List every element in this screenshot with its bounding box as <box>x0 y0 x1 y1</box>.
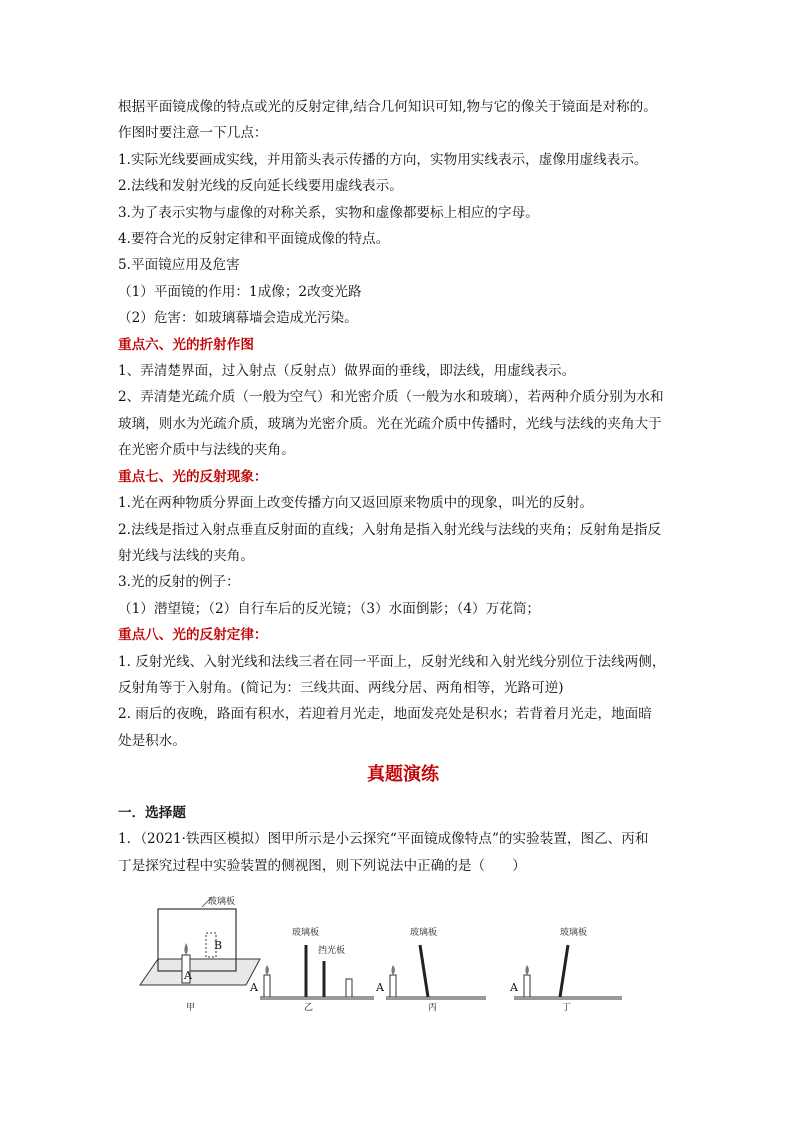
flame-icon <box>265 965 268 975</box>
experiment-figure <box>134 893 634 1023</box>
flame-icon <box>525 965 528 975</box>
text-line: 射光线与法线的夹角。 <box>118 547 254 564</box>
glass-plate-label: 玻璃板 <box>208 897 236 907</box>
glass-plate-label: 玻璃板 <box>292 928 320 938</box>
reflection-block <box>118 490 688 622</box>
figure-yi <box>249 926 374 1013</box>
text-line: 1.光在两种物质分界面上改变传播方向又返回原来物质中的现象，叫光的反射。 <box>118 495 594 512</box>
candle-a <box>524 975 530 997</box>
flame-icon <box>391 965 394 975</box>
glass-plate <box>420 945 428 997</box>
text-line: （2）危害：如玻璃幕墙会造成光污染。 <box>118 310 358 327</box>
text-line: 1、弄清楚界面，过入射点（反射点）做界面的垂线，即法线，用虚线表示。 <box>118 363 576 380</box>
text-line: 2.法线和发射光线的反向延长线要用虚线表示。 <box>118 178 403 195</box>
text-line: 2. 雨后的夜晚，路面有积水，若迎着月光走，地面发亮处是积水；若背着月光走，地面暗 <box>118 706 652 723</box>
candle-a <box>264 975 270 997</box>
text-line: 3.为了表示实物与虚像的对称关系，实物和虚像都要标上相应的字母。 <box>118 204 539 221</box>
text-line: 5.平面镜应用及危害 <box>118 257 240 274</box>
text-line: 反射角等于入射角。(简记为：三线共面、两线分居、两角相等，光路可逆) <box>118 679 564 696</box>
refraction-block <box>118 358 688 464</box>
page-content <box>118 94 688 879</box>
label-a: A <box>376 981 384 994</box>
question-line: 丁是探究过程中实验装置的侧视图，则下列说法中正确的是（ ） <box>118 857 526 874</box>
caption-bing: 丙 <box>428 1003 438 1013</box>
label-a: A <box>184 969 192 982</box>
glass-plate <box>560 945 568 997</box>
glass-plate-label: 玻璃板 <box>410 928 438 938</box>
figure-jia <box>140 895 260 1013</box>
heading-refraction-drawing: 重点六、光的折射作图 <box>118 336 254 353</box>
caption-yi: 乙 <box>304 1003 314 1013</box>
caption-ding: 丁 <box>562 1003 572 1013</box>
label-a: A <box>250 981 258 994</box>
intro-block <box>118 94 688 332</box>
figure-ding <box>509 926 622 1013</box>
heading-reflection-law: 重点八、光的反射定律： <box>118 627 268 644</box>
text-line: 2.法线是指过入射点垂直反射面的直线；入射角是指入射光线与法线的夹角；反射角是指反 <box>118 521 662 538</box>
text-line: 1.实际光线要画成实线，并用箭头表示传播的方向，实物用实线表示，虚像用虚线表示。 <box>118 151 648 168</box>
text-line: 根据平面镜成像的特点或光的反射定律,结合几何知识可知,物与它的像关于镜面是对称的。 <box>118 99 657 115</box>
question-1 <box>118 826 688 879</box>
text-line: （1）平面镜的作用：1成像；2改变光路 <box>118 283 362 300</box>
caption-jia: 甲 <box>186 1003 196 1013</box>
candle-a <box>390 975 396 997</box>
flame-icon <box>184 943 187 955</box>
text-line: 玻璃，则水为光疏介质，玻璃为光密介质。光在光疏介质中传播时，光线与法线的夹角大于 <box>118 415 662 432</box>
law-block <box>118 649 688 755</box>
shield-plate-label: 挡光板 <box>318 946 346 956</box>
text-line: 处是积水。 <box>118 732 186 749</box>
text-line: 1. 反射光线、入射光线和法线三者在同一平面上，反射光线和入射光线分别位于法线两侧， <box>118 653 666 670</box>
sub-heading: 一．选择题 <box>118 805 186 822</box>
text-line: 2、弄清楚光疏介质（一般为空气）和光密介质（一般为水和玻璃），若两种介质分别为水和 <box>118 389 664 406</box>
figure-bing <box>375 926 486 1013</box>
text-line: （1）潜望镜；（2）自行车后的反光镜；（3）水面倒影；（4）万花筒； <box>118 600 541 617</box>
label-a: A <box>510 981 518 994</box>
label-b: B <box>214 939 223 952</box>
section-title: 真题演练 <box>367 764 439 786</box>
glass-plate-label: 玻璃板 <box>560 928 588 938</box>
candle-b <box>346 979 352 997</box>
text-line: 在光密介质中与法线的夹角。 <box>118 442 295 459</box>
heading-reflection-phenomenon: 重点七、光的反射现象： <box>118 468 268 485</box>
question-line: 1．（2021·铁西区模拟）图甲所示是小云探究“平面镜成像特点”的实验装置，图乙、丙和 <box>118 831 649 848</box>
text-line: 作图时要注意一下几点： <box>118 125 268 142</box>
text-line: 3.光的反射的例子： <box>118 574 240 591</box>
text-line: 4.要符合光的反射定律和平面镜成像的特点。 <box>118 231 390 248</box>
